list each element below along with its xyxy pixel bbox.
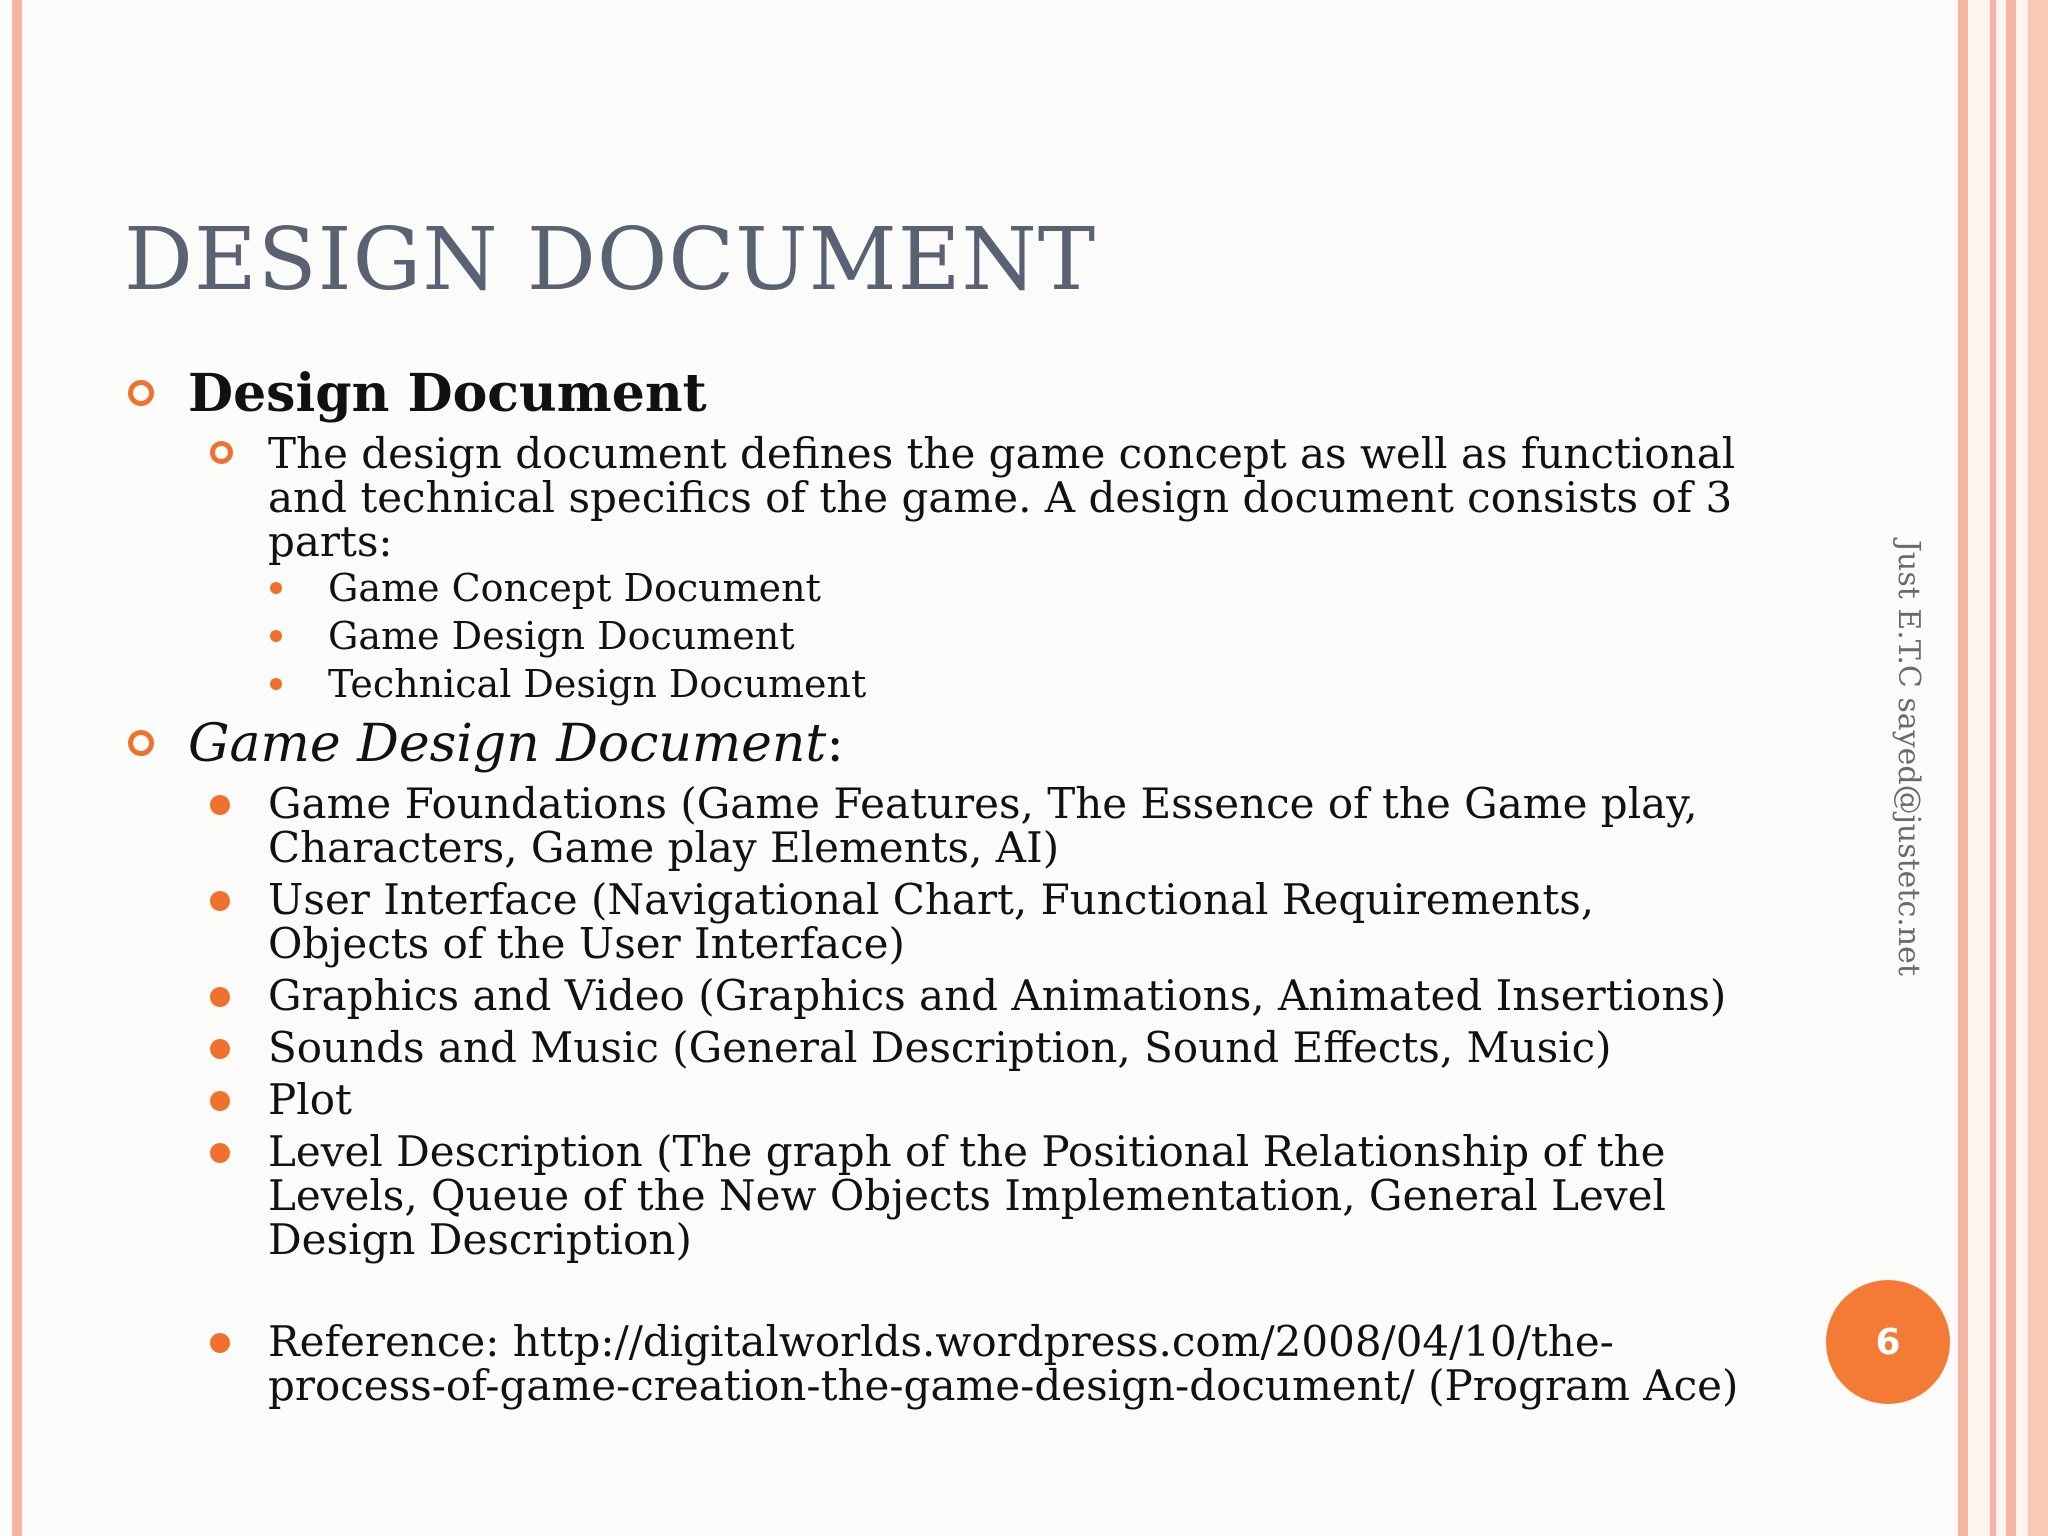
right-border-stripe bbox=[2028, 0, 2048, 1536]
ring-bullet-icon bbox=[210, 441, 233, 464]
list-item: Level Description (The graph of the Positional Relationship of the Levels, Queue of the New Objects Implementation, General Level Design Description) bbox=[124, 1130, 1764, 1262]
dot-bullet-icon bbox=[210, 1039, 230, 1059]
list-item: Game Concept Document bbox=[124, 564, 1764, 612]
list-item: Graphics and Video (Graphics and Animations, Animated Insertions) bbox=[124, 974, 1764, 1018]
slide-body bbox=[124, 358, 1764, 1408]
dot-bullet-icon bbox=[210, 987, 230, 1007]
section-heading: Game Design Document: bbox=[124, 714, 1764, 774]
side-note: Just E.T.C sayed@justetc.net bbox=[1891, 540, 1926, 976]
list-item: Plot bbox=[124, 1078, 1764, 1122]
right-border-stripe bbox=[1996, 0, 2006, 1536]
dot-bullet-icon bbox=[270, 582, 282, 594]
dot-bullet-icon bbox=[210, 795, 230, 815]
dot-bullet-icon bbox=[270, 678, 282, 690]
dot-bullet-icon bbox=[210, 891, 230, 911]
list-item: Technical Design Document bbox=[124, 660, 1764, 708]
ring-bullet-icon bbox=[128, 380, 154, 406]
dot-bullet-icon bbox=[210, 1091, 230, 1111]
list-item: Sounds and Music (General Description, Sound Effects, Music) bbox=[124, 1026, 1764, 1070]
slide-title: DESIGN DOCUMENT bbox=[124, 210, 1097, 310]
dot-bullet-icon bbox=[270, 630, 282, 642]
dot-bullet-icon bbox=[210, 1143, 230, 1163]
right-border-stripe bbox=[2016, 0, 2028, 1536]
page-number-badge: 6 bbox=[1826, 1280, 1950, 1404]
right-border-stripe bbox=[1968, 0, 1990, 1536]
ring-bullet-icon bbox=[128, 730, 154, 756]
list-item: Game Design Document bbox=[124, 612, 1764, 660]
dot-bullet-icon bbox=[210, 1333, 230, 1353]
list-item: The design document defines the game concept as well as functional and technical specifics of the game. A design document consists of 3 parts: bbox=[124, 432, 1764, 564]
left-border-stripe bbox=[12, 0, 22, 1536]
list-item: User Interface (Navigational Chart, Functional Requirements, Objects of the User Interface) bbox=[124, 878, 1764, 966]
reference-item: Reference: http://digitalworlds.wordpress.com/2008/04/10/the-process-of-game-creation-the-game-design-document/ (Program Ace) bbox=[124, 1320, 1764, 1408]
list-item: Game Foundations (Game Features, The Essence of the Game play, Characters, Game play Elements, AI) bbox=[124, 782, 1764, 870]
right-border-stripe bbox=[2006, 0, 2016, 1536]
section-heading: Design Document bbox=[124, 364, 1764, 424]
right-border-stripe bbox=[1958, 0, 1968, 1536]
